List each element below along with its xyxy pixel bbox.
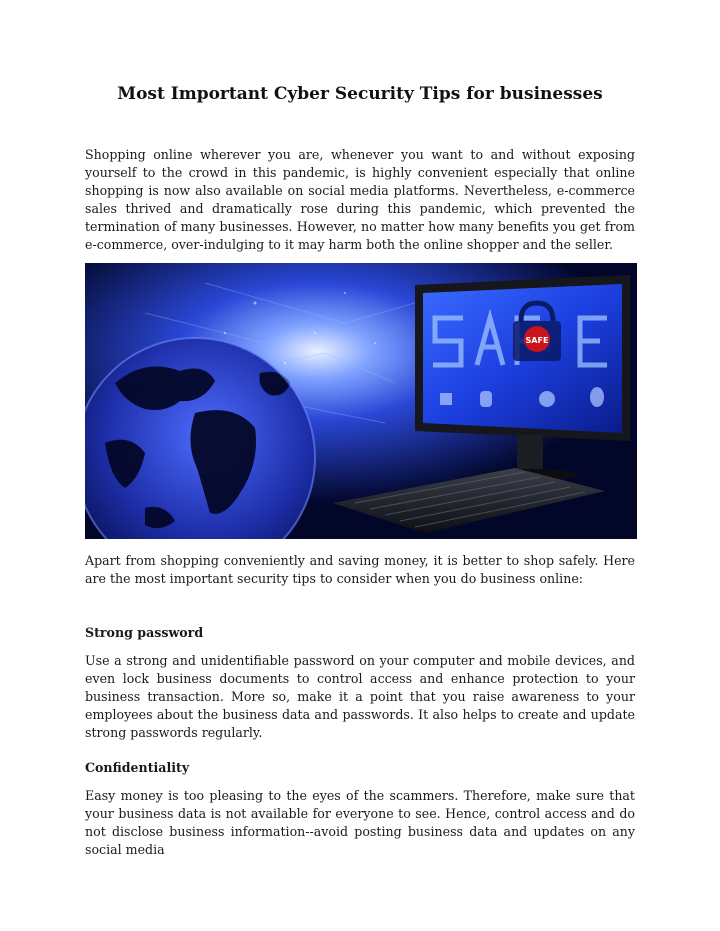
after-image-paragraph: Apart from shopping conveniently and saving money, it is better to shop safely. Here are the most important security tips to consider when you do business online:: [85, 553, 635, 586]
windows-icon: [440, 393, 452, 405]
section-body-strong-password: Use a strong and unidentifiable password on your computer and mobile devices, and even lock business documents to control access and enhance protection to your business transaction. More so, make it a point that you raise awareness to your employees about the business data and passwords. It also helps to create and update strong passwords regularly.: [85, 653, 635, 740]
apple-icon: [539, 391, 555, 407]
section-heading-confidentiality: Confidentiality: [85, 760, 190, 775]
page-title: Most Important Cyber Security Tips for businesses: [117, 84, 603, 104]
intro-paragraph: Shopping online wherever you are, whenever you want to and without exposing yourself to the crowd in this pandemic, is highly convenient especially that online shopping is now also available on social media platforms. Nevertheless, e-commerce sales thrived and dramatically rose during this pandemic, which prevented the termination of many businesses. However, no matter how many benefits you get from e-commerce, over-indulging to it may harm both the online shopper and the seller.: [85, 147, 635, 252]
cyber-security-illustration: [85, 263, 637, 539]
svg-text:SAFE: SAFE: [525, 336, 549, 345]
android-icon: [480, 391, 492, 407]
section-heading-strong-password: Strong password: [85, 625, 204, 640]
linux-icon: [590, 387, 604, 407]
section-body-confidentiality: Easy money is too pleasing to the eyes of the scammers. Therefore, make sure that your business data is not available for everyone to see. Hence, control access and do not disclose business information--avoid posting business data and updates on any social media: [85, 788, 635, 857]
cyber-security-image: [85, 263, 637, 539]
